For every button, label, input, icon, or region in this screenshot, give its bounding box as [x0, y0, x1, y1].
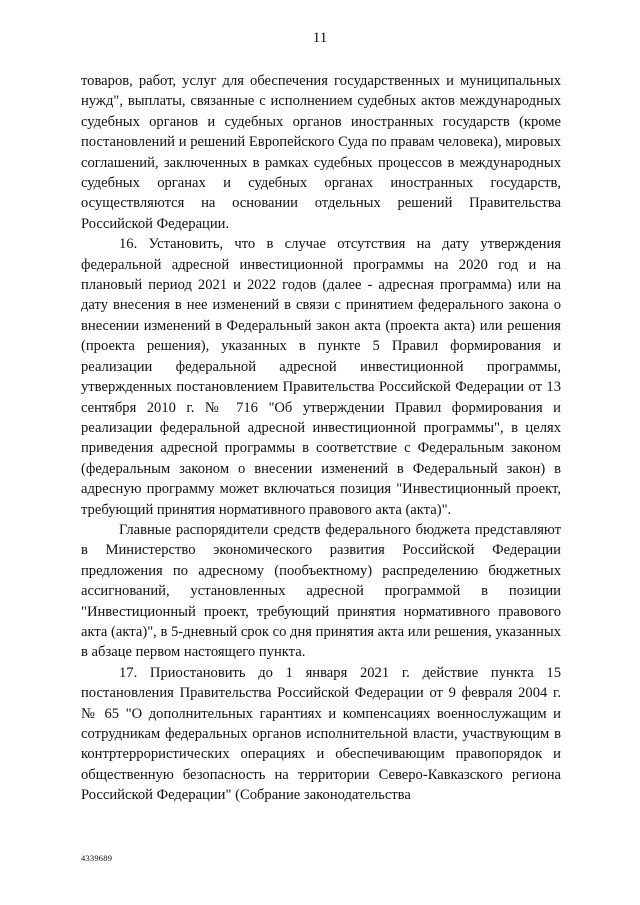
- document-body: [81, 71, 561, 806]
- page-number: 11: [312, 30, 328, 46]
- paragraph-item-17: 17. Приостановить до 1 января 2021 г. действие пункта 15 постановления Правительства Российской Федерации от 9 февраля 2004 г. № 65 "О дополнительных гарантиях и компенсациях военнослужащим и сотрудникам федеральных органов исполнительной власти, участвующим в контртеррористических операциях и обеспечивающим правопорядок и общественную безопасность на территории Северо-Кавказского региона Российской Федерации" (Собрание законодательства: [81, 664, 561, 804]
- document-id: 4339689: [81, 853, 113, 863]
- paragraph-continuation: товаров, работ, услуг для обеспечения государственных и муниципальных нужд", выплаты, связанные с исполнением судебных актов международных судебных органов и судебных органов иностранных государств (кроме постановлений и решений Европейского Суда по правам человека), мировых соглашений, заключенных в рамках судебных процессов в международных судебных органах и судебных органах иностранных государств, осуществляются на основании отдельных решений Правительства Российской Федерации.: [81, 73, 561, 232]
- paragraph-item-16: 16. Установить, что в случае отсутствия на дату утверждения федеральной адресной инвестиционной программы на 2020 год и на плановый период 2021 и 2022 годов (далее - адресная программа) или на дату внесения в нее изменений в связи с принятием федерального закона о внесении изменений в Федеральный закон акта (проекта акта) или решения (проекта решения), указанных в пункте 5 Правил формирования и реализации федеральной адресной инвестиционной программы, утвержденных постановлением Правительства Российской Федерации от 13 сентября 2010 г. № 716 "Об утверждении Правил формирования и реализации федеральной адресной инвестиционной программы", в целях приведения адресной программы в соответствие с Федеральным законом (федеральным законом о внесении изменений в Федеральный закон) в адресную программу может включаться позиция "Инвестиционный проект, требующий принятия нормативного правового акта (акта)".: [81, 236, 561, 518]
- paragraph-item-16-part-2: Главные распорядители средств федерального бюджета представляют в Министерство экономического развития Российской Федерации предложения по адресному (пообъектному) распределению бюджетных ассигнований, установленных адресной программой в позиции "Инвестиционный проект, требующий принятия нормативного правового акта (акта)", в 5-дневный срок со дня принятия акта или решения, указанных в абзаце первом настоящего пункта.: [81, 521, 561, 661]
